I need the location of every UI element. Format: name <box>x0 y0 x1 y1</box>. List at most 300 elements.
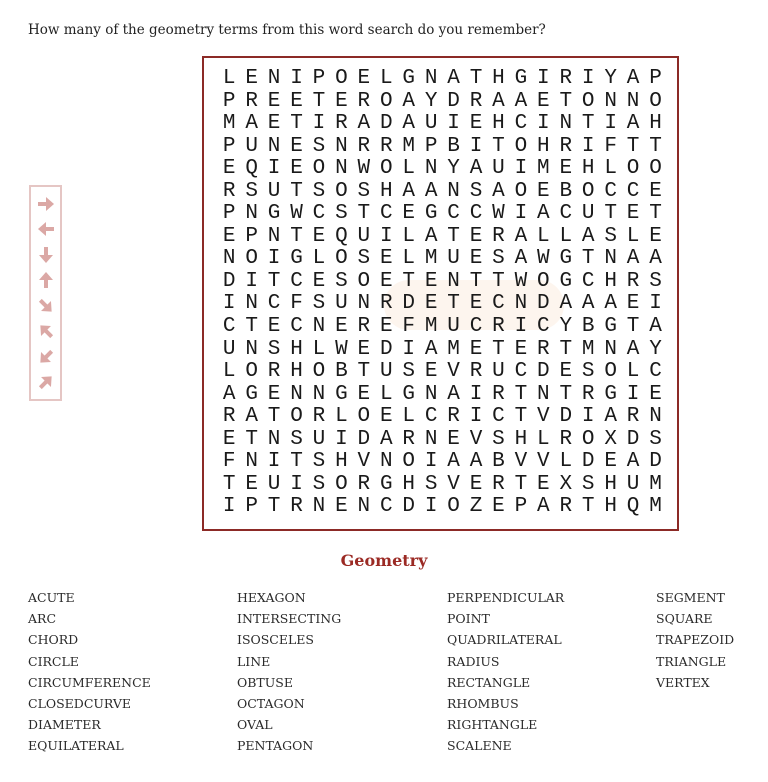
grid-cell[interactable]: S <box>335 269 348 293</box>
grid-cell[interactable]: N <box>245 337 258 361</box>
grid-cell[interactable]: E <box>424 292 438 316</box>
grid-cell[interactable]: E <box>626 292 640 316</box>
grid-cell[interactable]: U <box>424 112 438 136</box>
grid-cell[interactable]: A <box>626 450 640 474</box>
grid-cell[interactable]: S <box>245 179 258 203</box>
grid-cell[interactable]: M <box>402 134 416 158</box>
grid-cell[interactable]: I <box>335 427 348 451</box>
grid-cell[interactable]: N <box>312 382 326 406</box>
grid-cell[interactable]: O <box>335 247 348 271</box>
grid-cell[interactable]: E <box>492 495 505 519</box>
grid-cell[interactable]: F <box>604 134 617 158</box>
grid-cell[interactable]: O <box>402 450 416 474</box>
grid-cell[interactable]: U <box>245 134 258 158</box>
grid-cell[interactable]: T <box>559 337 573 361</box>
grid-cell[interactable]: I <box>402 337 416 361</box>
grid-cell[interactable]: X <box>604 427 617 451</box>
grid-cell[interactable]: E <box>469 337 483 361</box>
grid-cell[interactable]: S <box>312 292 326 316</box>
grid-cell[interactable]: D <box>379 112 393 136</box>
grid-cell[interactable]: R <box>379 134 393 158</box>
grid-cell[interactable]: D <box>447 89 460 113</box>
grid-cell[interactable]: O <box>335 472 348 496</box>
grid-cell[interactable]: E <box>357 382 371 406</box>
grid-cell[interactable]: D <box>626 427 640 451</box>
grid-cell[interactable]: I <box>514 202 528 226</box>
grid-cell[interactable]: T <box>581 247 595 271</box>
grid-cell[interactable]: R <box>469 89 483 113</box>
grid-cell[interactable]: R <box>559 134 573 158</box>
grid-cell[interactable]: R <box>447 405 460 429</box>
grid-cell[interactable]: R <box>559 495 573 519</box>
grid-cell[interactable]: V <box>469 427 483 451</box>
grid-cell[interactable]: N <box>649 405 662 429</box>
grid-cell[interactable]: N <box>447 269 460 293</box>
grid-cell[interactable]: H <box>335 450 348 474</box>
grid-cell[interactable]: I <box>222 292 236 316</box>
grid-cell[interactable]: N <box>267 134 281 158</box>
grid-cell[interactable]: I <box>469 134 483 158</box>
grid-cell[interactable]: A <box>604 292 617 316</box>
grid-cell[interactable]: V <box>537 450 550 474</box>
grid-cell[interactable]: L <box>626 360 640 384</box>
grid-cell[interactable]: T <box>581 112 595 136</box>
grid-cell[interactable]: I <box>312 112 326 136</box>
grid-cell[interactable]: C <box>379 202 393 226</box>
grid-cell[interactable]: A <box>402 89 416 113</box>
grid-cell[interactable]: W <box>537 247 550 271</box>
grid-cell[interactable]: C <box>492 405 505 429</box>
grid-cell[interactable]: N <box>379 450 393 474</box>
grid-cell[interactable]: A <box>581 292 595 316</box>
grid-cell[interactable]: E <box>537 472 550 496</box>
grid-cell[interactable]: E <box>312 269 326 293</box>
grid-cell[interactable]: M <box>537 157 550 181</box>
grid-cell[interactable]: I <box>424 495 438 519</box>
grid-cell[interactable]: P <box>222 202 236 226</box>
grid-cell[interactable]: C <box>290 315 303 339</box>
grid-cell[interactable]: T <box>514 382 528 406</box>
grid-cell[interactable]: N <box>447 179 460 203</box>
grid-cell[interactable]: L <box>379 67 393 90</box>
grid-cell[interactable]: M <box>649 472 662 496</box>
grid-cell[interactable]: N <box>312 315 326 339</box>
grid-cell[interactable]: Q <box>245 157 258 181</box>
grid-cell[interactable]: I <box>424 450 438 474</box>
grid-cell[interactable]: L <box>604 157 617 181</box>
grid-cell[interactable]: E <box>290 157 303 181</box>
grid-cell[interactable]: R <box>492 224 505 248</box>
grid-cell[interactable]: N <box>559 112 573 136</box>
grid-cell[interactable]: D <box>402 495 416 519</box>
grid-cell[interactable]: R <box>537 337 550 361</box>
grid-cell[interactable]: A <box>559 292 573 316</box>
grid-cell[interactable]: E <box>402 202 416 226</box>
grid-cell[interactable]: H <box>604 495 617 519</box>
grid-cell[interactable]: E <box>649 382 662 406</box>
grid-cell[interactable]: E <box>267 89 281 113</box>
grid-cell[interactable]: T <box>492 337 505 361</box>
grid-cell[interactable]: N <box>604 89 617 113</box>
grid-cell[interactable]: C <box>514 360 528 384</box>
grid-cell[interactable]: E <box>469 472 483 496</box>
grid-cell[interactable]: A <box>537 202 550 226</box>
grid-cell[interactable]: E <box>245 67 258 90</box>
grid-cell[interactable]: O <box>581 179 595 203</box>
grid-cell[interactable]: W <box>357 157 371 181</box>
grid-cell[interactable]: I <box>267 157 281 181</box>
grid-cell[interactable]: U <box>492 157 505 181</box>
grid-cell[interactable]: U <box>267 472 281 496</box>
grid-cell[interactable]: T <box>469 269 483 293</box>
grid-cell[interactable]: Y <box>559 315 573 339</box>
grid-cell[interactable]: A <box>581 224 595 248</box>
grid-cell[interactable]: C <box>649 360 662 384</box>
grid-cell[interactable]: L <box>402 247 416 271</box>
grid-cell[interactable]: M <box>424 315 438 339</box>
grid-cell[interactable]: N <box>245 292 258 316</box>
grid-cell[interactable]: E <box>222 224 236 248</box>
grid-cell[interactable]: E <box>447 427 460 451</box>
grid-cell[interactable]: S <box>492 247 505 271</box>
grid-cell[interactable]: A <box>649 315 662 339</box>
grid-cell[interactable]: Z <box>469 495 483 519</box>
grid-cell[interactable]: R <box>492 382 505 406</box>
grid-cell[interactable]: R <box>492 472 505 496</box>
grid-cell[interactable]: S <box>335 202 348 226</box>
grid-cell[interactable]: N <box>312 495 326 519</box>
grid-cell[interactable]: Y <box>447 157 460 181</box>
grid-cell[interactable]: A <box>492 179 505 203</box>
grid-cell[interactable]: C <box>312 202 326 226</box>
grid-cell[interactable]: D <box>537 360 550 384</box>
grid-cell[interactable]: E <box>267 315 281 339</box>
grid-cell[interactable]: O <box>312 157 326 181</box>
grid-cell[interactable]: V <box>357 450 371 474</box>
grid-cell[interactable]: T <box>581 495 595 519</box>
grid-cell[interactable]: O <box>604 360 617 384</box>
grid-cell[interactable]: I <box>267 450 281 474</box>
grid-cell[interactable]: O <box>245 360 258 384</box>
grid-cell[interactable]: T <box>626 315 640 339</box>
grid-cell[interactable]: R <box>222 179 236 203</box>
grid-cell[interactable]: A <box>447 450 460 474</box>
grid-cell[interactable]: T <box>402 269 416 293</box>
grid-cell[interactable]: H <box>402 472 416 496</box>
grid-cell[interactable]: A <box>245 112 258 136</box>
grid-cell[interactable]: M <box>222 112 236 136</box>
grid-cell[interactable]: N <box>245 450 258 474</box>
grid-cell[interactable]: T <box>290 179 303 203</box>
grid-cell[interactable]: R <box>469 360 483 384</box>
grid-cell[interactable]: U <box>492 360 505 384</box>
grid-cell[interactable]: S <box>469 179 483 203</box>
grid-cell[interactable]: O <box>581 427 595 451</box>
grid-cell[interactable]: H <box>290 360 303 384</box>
grid-cell[interactable]: I <box>290 67 303 90</box>
grid-cell[interactable]: N <box>245 202 258 226</box>
grid-cell[interactable]: U <box>581 202 595 226</box>
grid-cell[interactable]: G <box>559 269 573 293</box>
grid-cell[interactable]: E <box>379 315 393 339</box>
grid-cell[interactable]: A <box>469 450 483 474</box>
grid-cell[interactable]: T <box>290 224 303 248</box>
grid-cell[interactable]: G <box>402 382 416 406</box>
grid-cell[interactable]: T <box>267 405 281 429</box>
grid-cell[interactable]: L <box>222 360 236 384</box>
grid-cell[interactable]: D <box>537 292 550 316</box>
grid-cell[interactable]: I <box>626 382 640 406</box>
grid-cell[interactable]: E <box>469 247 483 271</box>
grid-cell[interactable]: I <box>537 112 550 136</box>
grid-cell[interactable]: E <box>335 315 348 339</box>
grid-cell[interactable]: C <box>469 202 483 226</box>
grid-cell[interactable]: G <box>514 67 528 90</box>
grid-cell[interactable]: T <box>559 382 573 406</box>
grid-cell[interactable]: L <box>402 405 416 429</box>
grid-cell[interactable]: G <box>245 382 258 406</box>
grid-cell[interactable]: N <box>357 292 371 316</box>
grid-cell[interactable]: P <box>649 67 662 90</box>
grid-cell[interactable]: N <box>424 382 438 406</box>
grid-cell[interactable]: R <box>559 427 573 451</box>
grid-cell[interactable]: T <box>492 269 505 293</box>
grid-cell[interactable]: O <box>514 134 528 158</box>
grid-cell[interactable]: O <box>649 89 662 113</box>
grid-cell[interactable]: E <box>357 337 371 361</box>
grid-cell[interactable]: A <box>402 112 416 136</box>
grid-cell[interactable]: I <box>581 405 595 429</box>
grid-cell[interactable]: A <box>402 179 416 203</box>
grid-cell[interactable]: R <box>312 405 326 429</box>
grid-cell[interactable]: O <box>626 157 640 181</box>
grid-cell[interactable]: M <box>424 247 438 271</box>
grid-cell[interactable]: R <box>626 269 640 293</box>
grid-cell[interactable]: O <box>357 269 371 293</box>
grid-cell[interactable]: L <box>626 224 640 248</box>
grid-cell[interactable]: S <box>312 134 326 158</box>
grid-cell[interactable]: B <box>335 360 348 384</box>
grid-cell[interactable]: P <box>222 89 236 113</box>
grid-cell[interactable]: O <box>379 157 393 181</box>
grid-cell[interactable]: O <box>290 405 303 429</box>
grid-cell[interactable]: T <box>357 360 371 384</box>
grid-cell[interactable]: C <box>514 112 528 136</box>
grid-cell[interactable]: A <box>447 382 460 406</box>
grid-cell[interactable]: W <box>335 337 348 361</box>
grid-cell[interactable]: E <box>537 89 550 113</box>
grid-cell[interactable]: Q <box>626 495 640 519</box>
grid-cell[interactable]: A <box>379 427 393 451</box>
grid-cell[interactable]: O <box>335 179 348 203</box>
grid-cell[interactable]: E <box>604 450 617 474</box>
grid-cell[interactable]: N <box>222 247 236 271</box>
grid-cell[interactable]: L <box>335 405 348 429</box>
grid-cell[interactable]: H <box>604 269 617 293</box>
grid-cell[interactable]: R <box>492 315 505 339</box>
grid-cell[interactable]: C <box>424 405 438 429</box>
grid-cell[interactable]: I <box>379 224 393 248</box>
grid-cell[interactable]: T <box>222 472 236 496</box>
grid-cell[interactable]: I <box>469 382 483 406</box>
grid-cell[interactable]: R <box>626 405 640 429</box>
grid-cell[interactable]: H <box>514 427 528 451</box>
grid-cell[interactable]: H <box>379 179 393 203</box>
grid-cell[interactable]: E <box>267 112 281 136</box>
grid-cell[interactable]: A <box>537 495 550 519</box>
grid-cell[interactable]: B <box>559 179 573 203</box>
grid-cell[interactable]: L <box>537 427 550 451</box>
grid-cell[interactable]: C <box>581 269 595 293</box>
grid-cell[interactable]: U <box>447 315 460 339</box>
grid-cell[interactable]: R <box>379 292 393 316</box>
grid-cell[interactable]: T <box>447 224 460 248</box>
grid-cell[interactable]: G <box>604 315 617 339</box>
grid-cell[interactable]: E <box>537 179 550 203</box>
grid-cell[interactable]: X <box>559 472 573 496</box>
grid-cell[interactable]: O <box>379 89 393 113</box>
grid-cell[interactable]: W <box>492 202 505 226</box>
grid-cell[interactable]: N <box>335 157 348 181</box>
grid-cell[interactable]: C <box>222 315 236 339</box>
grid-cell[interactable]: C <box>469 315 483 339</box>
grid-cell[interactable]: E <box>559 157 573 181</box>
grid-cell[interactable]: D <box>379 337 393 361</box>
grid-cell[interactable]: C <box>559 202 573 226</box>
grid-cell[interactable]: N <box>604 337 617 361</box>
grid-cell[interactable]: G <box>290 247 303 271</box>
grid-cell[interactable]: C <box>604 179 617 203</box>
grid-cell[interactable]: S <box>649 427 662 451</box>
grid-cell[interactable]: S <box>424 472 438 496</box>
grid-cell[interactable]: T <box>245 315 258 339</box>
grid-cell[interactable]: V <box>447 360 460 384</box>
grid-cell[interactable]: E <box>469 292 483 316</box>
grid-cell[interactable]: I <box>514 315 528 339</box>
grid-cell[interactable]: T <box>626 134 640 158</box>
grid-cell[interactable]: P <box>312 67 326 90</box>
grid-cell[interactable]: S <box>312 450 326 474</box>
grid-cell[interactable]: T <box>514 472 528 496</box>
grid-cell[interactable]: T <box>357 202 371 226</box>
grid-cell[interactable]: R <box>290 495 303 519</box>
grid-cell[interactable]: S <box>402 360 416 384</box>
grid-cell[interactable]: R <box>357 315 371 339</box>
grid-cell[interactable]: I <box>267 247 281 271</box>
grid-cell[interactable]: F <box>290 292 303 316</box>
grid-cell[interactable]: W <box>514 269 528 293</box>
grid-cell[interactable]: L <box>402 224 416 248</box>
grid-cell[interactable]: U <box>626 472 640 496</box>
grid-cell[interactable]: H <box>581 157 595 181</box>
grid-cell[interactable]: U <box>379 360 393 384</box>
grid-cell[interactable]: P <box>514 495 528 519</box>
grid-cell[interactable]: I <box>581 67 595 90</box>
grid-cell[interactable]: N <box>604 247 617 271</box>
grid-cell[interactable]: L <box>312 337 326 361</box>
grid-cell[interactable]: I <box>649 292 662 316</box>
grid-cell[interactable]: R <box>245 89 258 113</box>
grid-cell[interactable]: E <box>222 427 236 451</box>
grid-cell[interactable]: P <box>424 134 438 158</box>
grid-cell[interactable]: A <box>492 89 505 113</box>
grid-cell[interactable]: T <box>649 202 662 226</box>
grid-cell[interactable]: E <box>379 269 393 293</box>
grid-cell[interactable]: S <box>649 269 662 293</box>
grid-cell[interactable]: C <box>492 292 505 316</box>
grid-cell[interactable]: C <box>290 269 303 293</box>
grid-cell[interactable]: B <box>581 315 595 339</box>
grid-cell[interactable]: H <box>537 134 550 158</box>
grid-cell[interactable]: N <box>357 495 371 519</box>
grid-cell[interactable]: A <box>469 157 483 181</box>
grid-cell[interactable]: F <box>222 450 236 474</box>
grid-cell[interactable]: C <box>379 495 393 519</box>
grid-cell[interactable]: A <box>626 247 640 271</box>
grid-cell[interactable]: O <box>581 89 595 113</box>
grid-cell[interactable]: S <box>492 427 505 451</box>
grid-cell[interactable]: I <box>537 67 550 90</box>
grid-cell[interactable]: N <box>267 427 281 451</box>
grid-cell[interactable]: N <box>267 67 281 90</box>
grid-cell[interactable]: T <box>267 269 281 293</box>
grid-cell[interactable]: N <box>424 427 438 451</box>
grid-cell[interactable]: H <box>604 472 617 496</box>
grid-cell[interactable]: L <box>379 382 393 406</box>
grid-cell[interactable]: D <box>559 405 573 429</box>
grid-cell[interactable]: I <box>469 405 483 429</box>
grid-cell[interactable]: U <box>335 292 348 316</box>
grid-cell[interactable]: Y <box>604 67 617 90</box>
grid-cell[interactable]: U <box>357 224 371 248</box>
grid-cell[interactable]: I <box>447 112 460 136</box>
grid-cell[interactable]: M <box>447 337 460 361</box>
grid-cell[interactable]: D <box>581 450 595 474</box>
grid-cell[interactable]: H <box>649 112 662 136</box>
grid-cell[interactable]: U <box>222 337 236 361</box>
grid-cell[interactable]: E <box>649 224 662 248</box>
grid-cell[interactable]: E <box>357 67 371 90</box>
grid-cell[interactable]: O <box>245 247 258 271</box>
grid-cell[interactable]: E <box>424 269 438 293</box>
grid-cell[interactable]: C <box>626 179 640 203</box>
grid-cell[interactable]: E <box>626 202 640 226</box>
grid-cell[interactable]: Q <box>335 224 348 248</box>
grid-cell[interactable]: C <box>447 202 460 226</box>
grid-cell[interactable]: T <box>290 450 303 474</box>
grid-cell[interactable]: E <box>379 247 393 271</box>
grid-cell[interactable]: O <box>537 269 550 293</box>
grid-cell[interactable]: D <box>402 292 416 316</box>
grid-cell[interactable]: N <box>267 224 281 248</box>
grid-cell[interactable]: U <box>267 179 281 203</box>
grid-cell[interactable]: I <box>222 495 236 519</box>
grid-cell[interactable]: G <box>402 67 416 90</box>
grid-cell[interactable]: A <box>626 337 640 361</box>
grid-cell[interactable]: R <box>559 67 573 90</box>
grid-cell[interactable]: E <box>245 472 258 496</box>
grid-cell[interactable]: V <box>514 450 528 474</box>
grid-cell[interactable]: E <box>335 89 348 113</box>
grid-cell[interactable]: C <box>537 315 550 339</box>
grid-cell[interactable]: I <box>581 134 595 158</box>
grid-cell[interactable]: A <box>424 337 438 361</box>
grid-cell[interactable]: D <box>649 450 662 474</box>
grid-cell[interactable]: O <box>447 495 460 519</box>
grid-cell[interactable]: N <box>290 382 303 406</box>
grid-cell[interactable]: E <box>335 495 348 519</box>
grid-cell[interactable]: G <box>424 202 438 226</box>
